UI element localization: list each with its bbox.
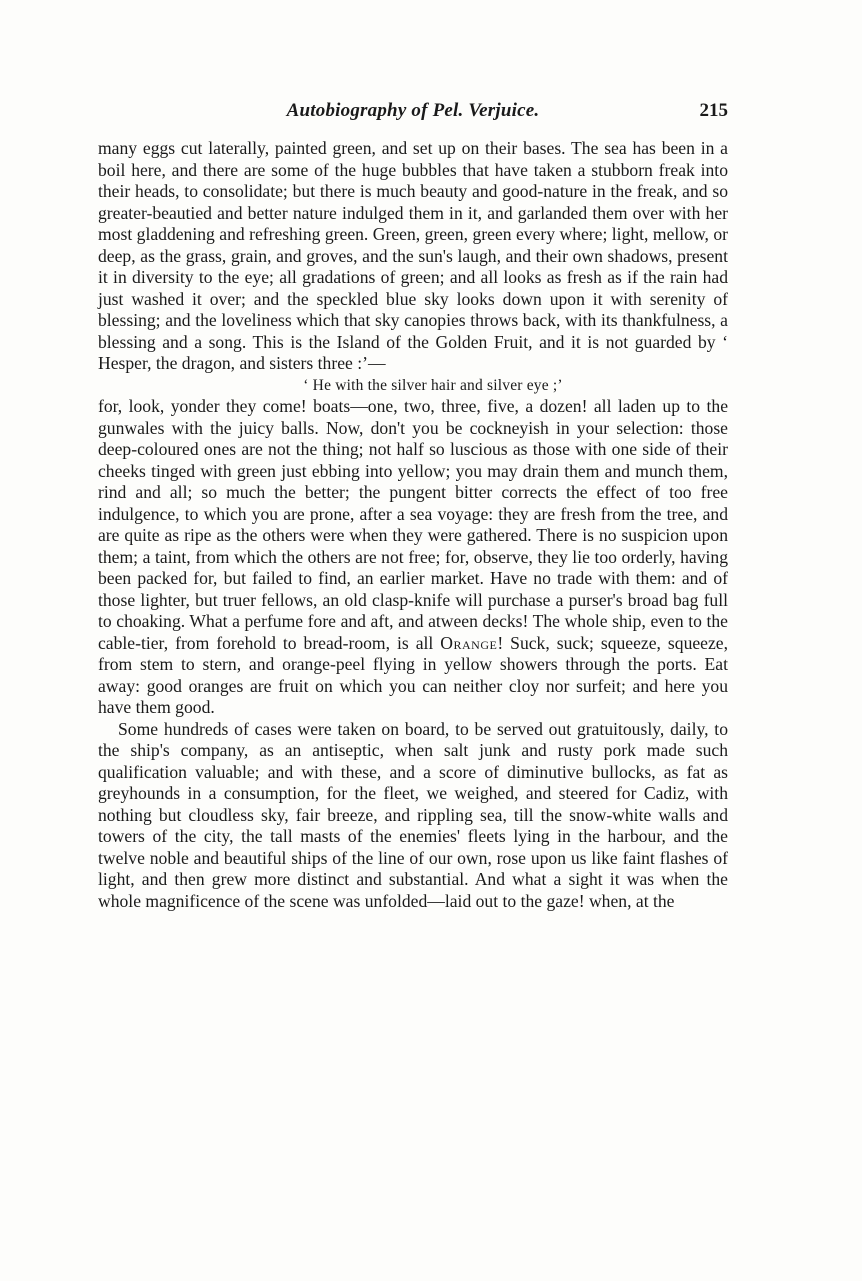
paragraph-1: many eggs cut laterally, painted green, and set up on their bases. The sea has been in a boil here, and there are some of the huge bubbles that have taken a stubborn freak into their heads, to consolidate; but there is much beauty and good-nature in the freak, and so greater-beautied and better nature indulged them in it, and garlanded them over with her most gladdening and refreshing green. Green, green, green every where; light, mellow, or deep, as the grass, grain, and groves, and the sun's laugh, and their own shadows, present it in diversity to the eye; all gradations of green; and all looks as fresh as if the rain had just washed it over; and the speckled blue sky looks down upon it with serenity of blessing; and the loveliness which that sky canopies throws back, with its thankfulness, a blessing and a song. This is the Island of the Golden Fruit, and it is not guarded by ‘ Hesper, the dragon, and sisters three :’— [98,138,728,373]
paragraph-2-text-b: ! Suck, suck; squeeze, squeeze, from stem to stern, and orange-peel flying in yellow showers through the ports. Eat away: good oranges are fruit on which you can neither cloy nor surfeit; and here you have them good. [98,632,728,717]
orange-small-caps: Orange [440,632,498,653]
running-title: Autobiography of Pel. Verjuice. [286,100,540,121]
paragraph-2 [98,396,728,719]
page-number: 215 [699,100,728,121]
paragraph-2-text-a: for, look, yonder they come! boats—one, two, three, five, a dozen! all laden up to the gunwales with the juicy balls. Now, don't you be cockneyish in your selection: those deep-coloured ones are not the thing; not half so luscious as those with one side of their cheeks tinged with green just ebbing into yellow; you may drain them and munch them, rind and all; so much the better; the pungent bitter corrects the effect of too free indulgence, to which you are prone, after a sea voyage: they are fresh from the tree, and are quite as ripe as the others were when they were gathered. There is no suspicion upon them; a taint, from which the others are not free; for, observe, they lie too orderly, having been packed for, but failed to find, an earlier market. Have no trade with them: and of those lighter, but truer fellows, an old clasp-knife will purchase a purser's broad bag full to choaking. What a perfume fore and aft, and atween decks! The whole ship, even to the cable-tier, from forehold to bread-room, is all [98,396,728,653]
body-text [98,138,728,912]
paragraph-3: Some hundreds of cases were taken on board, to be served out gratuitously, daily, to the ship's company, as an antiseptic, when salt junk and rusty pork made such qualification valuable; and with these, and a score of diminutive bullocks, as fat as greyhounds in a consumption, for the fleet, we weighed, and steered for Cadiz, with nothing but cloudless sky, fair breeze, and rippling sea, till the snow-white walls and towers of the city, the tall masts of the enemies' fleets lying in the harbour, and the twelve noble and beautiful ships of the line of our own, rose upon us like faint flashes of light, and then grew more distinct and substantial. And what a sight it was when the whole magnificence of the scene was unfolded—laid out to the gaze! when, at the [98,718,728,911]
verse-quote: ‘ He with the silver hair and silver eye ;’ [303,376,563,394]
book-page [98,100,728,912]
running-head [98,100,728,132]
